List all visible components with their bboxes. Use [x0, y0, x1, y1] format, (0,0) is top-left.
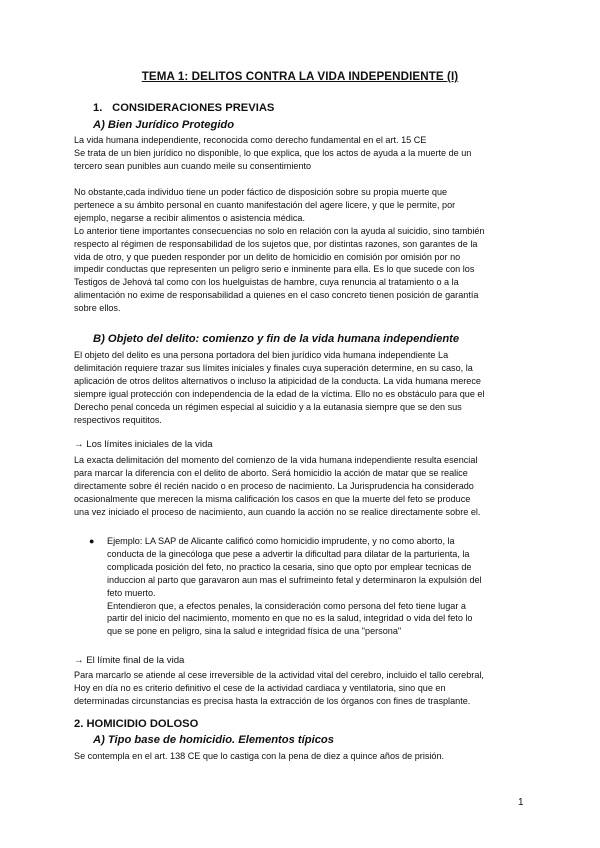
paragraph-line: vida de otro, y que pueden responder por un delito de homicidio en comisión por omisión por no	[74, 251, 461, 262]
section-2-heading: 2. HOMICIDIO DOLOSO	[74, 718, 199, 730]
paragraph-line: La exacta delimitación del momento del comienzo de la vida humana independiente resulta esencial	[74, 455, 478, 465]
section-1-number: 1.	[93, 102, 103, 114]
section-1-title: CONSIDERACIONES PREVIAS	[112, 102, 275, 114]
paragraph-line: ocasionalmente que merecen la misma calificación los casos en que la muerte del feto se produce	[74, 493, 471, 504]
document-title: TEMA 1: DELITOS CONTRA LA VIDA INDEPENDIENTE (I)	[141, 70, 459, 83]
paragraph-line: alimentación no exime de responsabilidad a quienes en el caso concreto tienen posición de garantía	[74, 290, 479, 301]
paragraph-line: delimitación requiere trazar sus límites iniciales y finales cuya superación determine, en su caso, la	[74, 362, 473, 373]
example-line: que se pone en peligro, sina la salud e integridad física de una "persona"	[107, 626, 402, 637]
paragraph-line: respecto al régimen de responsabilidad de los sujetos que, por distintas razones, son garantes de la	[74, 238, 478, 249]
paragraph-line: No obstante,cada individuo tiene un poder fáctico de disposición sobre su propia muerte que	[74, 187, 448, 197]
paragraph-line: Derecho penal conceda un régimen especial al suicidio y a la eutanasia siempre que se den sus	[74, 401, 462, 412]
paragraph-line: directamente sobre él recién nacido o en proceso de nacimiento. La Jurisprudencia ha considerado	[74, 480, 474, 491]
subsection-a-heading: A) Bien Jurídico Protegido	[93, 119, 235, 131]
paragraph-b2	[74, 454, 534, 519]
paragraph-line: para marcar la diferencia con el delito de aborto. Será homicidio la acción de matar que se realice	[74, 467, 468, 478]
initial-limits-label: → Los límites iniciales de la vida	[74, 439, 213, 450]
paragraph-line: Para marcarlo se atiende al cese irreversible de la actividad vital del cerebro, incluido el tallo cerebral,	[74, 670, 484, 680]
paragraph-b1	[74, 349, 534, 426]
paragraph-line: pertenece a su ámbito personal en cuanto manifestación del agere licere, y que le permite, por	[74, 199, 456, 210]
paragraph-line: Se trata de un bien jurídico no disponible, lo que explica, que los actos de ayuda a la muerte de un	[74, 147, 472, 158]
page-number: 1	[518, 797, 524, 808]
example-line: complicada posición del feto, no practico la cesaria, sino que opto por emplear tecnicas de	[107, 561, 472, 572]
example-line: Entendieron que, a efectos penales, la consideración como persona del feto tiene lugar a	[107, 600, 466, 611]
final-limit-label: → El límite final de la vida	[74, 655, 185, 666]
paragraph-b3	[74, 669, 534, 708]
subsection-2a-heading: A) Tipo base de homicidio. Elementos típicos	[93, 734, 334, 746]
example-line: Ejemplo: LA SAP de Alicante calificó como homicidio imprudente, y no como aborto, la	[107, 536, 455, 546]
paragraph-line: siempre igual protección con independencia de la edad de la víctima. Ello no es obstáculo para que el	[74, 388, 485, 399]
example-line: partir del inicio del nacimiento, momento en que no es la salud, integridad o vida del feto lo	[107, 613, 473, 624]
paragraph-2a	[74, 750, 534, 763]
paragraph-line: Se contempla en el art. 138 CE que lo castiga con la pena de diez a quince años de prisión.	[74, 751, 445, 761]
paragraph-a1	[74, 134, 534, 173]
section-1-heading	[93, 102, 274, 114]
paragraph-line: respectivos requititos.	[74, 414, 162, 425]
paragraph-a2	[74, 186, 534, 315]
paragraph-line: El objeto del delito es una persona portadora del bien jurídico vida humana independiente La	[74, 350, 449, 360]
example-line: induccion al parto que garavaron aun mas el sufrimeinto fetal y determinaron la expulsión del	[107, 574, 482, 585]
paragraph-line: tercero sean punibles aun cuando meile su consentimiento	[74, 160, 312, 171]
paragraph-line: La vida humana independiente, reconocida como derecho fundamental en el art. 15 CE	[74, 135, 427, 145]
example-line: conducta de la ginecóloga que pese a advertir la dificultad para dilatar de la parturienta, la	[107, 548, 470, 559]
paragraph-line: impedir conductas que representen un peligro serio e inminente para ella. Es lo que sucede con los	[74, 264, 475, 275]
paragraph-line: aplicación de otros delitos alternativos o incluso la atipicidad de la conducta. La vida humana merece	[74, 375, 481, 386]
example-line: feto muerto.	[107, 587, 156, 598]
paragraph-line: Testigos de Jehová tal como con los huelguistas de hambre, cuya renuncia al tratamiento o a la	[74, 277, 459, 288]
paragraph-line: determinadas circunstancias es precisa hasta la extracción de los órganos con fines de trasplante.	[74, 695, 471, 706]
paragraph-line: Lo anterior tiene importantes consecuencias no solo en relación con la ayuda al suicidio, sino también	[74, 225, 485, 236]
paragraph-line: una vez iniciado el proceso de nacimiento, aun cuando la acción no se realice directamente sobre el.	[74, 506, 481, 517]
paragraph-line: sobre ellos.	[74, 303, 121, 314]
paragraph-line: Hoy en día no es criterio definitivo el cese de la actividad cardiaca y ventilatoria, sino que en	[74, 682, 446, 693]
subsection-b-heading: B) Objeto del delito: comienzo y fin de la vida humana independiente	[93, 333, 460, 345]
bullet-icon: ●	[89, 536, 95, 546]
example-bullet	[89, 535, 537, 638]
paragraph-line: ejemplo, negarse a recibir alimentos o asistencia médica.	[74, 212, 305, 223]
